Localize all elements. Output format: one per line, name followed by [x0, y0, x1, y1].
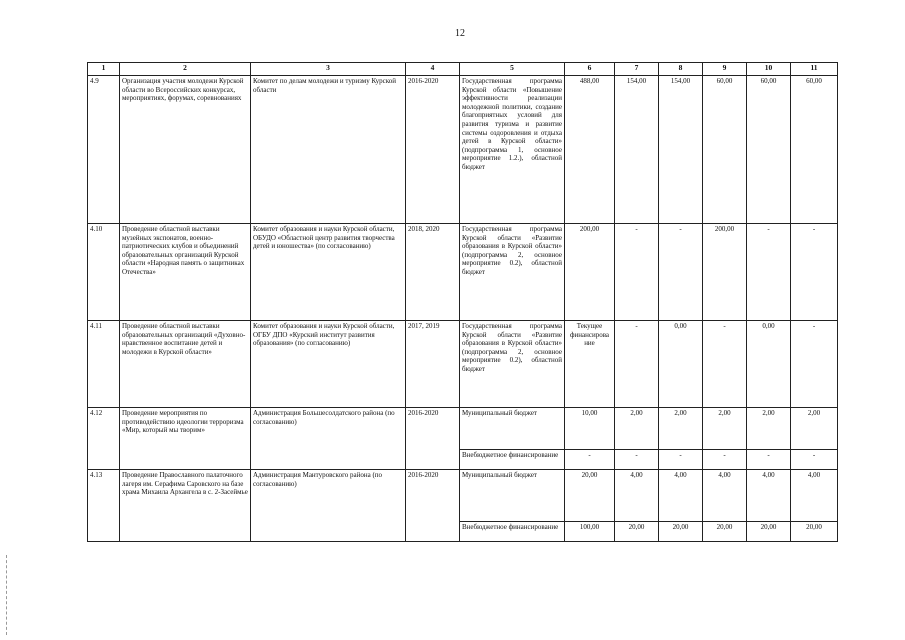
header-cell: 9 [703, 63, 747, 76]
value-cell: - [747, 450, 791, 470]
header-cell: 10 [747, 63, 791, 76]
header-cell: 8 [659, 63, 703, 76]
row-number: 4.9 [88, 76, 120, 224]
header-row [88, 63, 838, 76]
table-row [88, 224, 838, 321]
header-cell: 3 [251, 63, 406, 76]
scan-margin-mark [6, 555, 9, 635]
row-number: 4.12 [88, 408, 120, 470]
value-cell: - [747, 224, 791, 321]
table-row [88, 470, 838, 522]
executor-cell: Комитет образования и науки Курской области, ОБУДО «Областной центр развития творчества детей и юношества» (по согласованию) [251, 224, 406, 321]
table-row [88, 321, 838, 408]
measures-table [87, 62, 838, 542]
value-cell: 60,00 [703, 76, 747, 224]
header-cell: 6 [565, 63, 615, 76]
value-cell: 20,00 [791, 522, 838, 542]
value-cell: 0,00 [747, 321, 791, 408]
value-cell: 20,00 [703, 522, 747, 542]
value-cell: 200,00 [565, 224, 615, 321]
value-cell: 488,00 [565, 76, 615, 224]
header-cell: 1 [88, 63, 120, 76]
header-cell: 7 [615, 63, 659, 76]
executor-cell: Администрация Мантуровского района (по согласованию) [251, 470, 406, 542]
value-cell: 2,00 [659, 408, 703, 450]
activity-cell: Проведение Православного палаточного лагеря им. Серафима Саровского на базе храма Михаила Архангела в с. 2-Засеймье [120, 470, 251, 542]
row-number: 4.13 [88, 470, 120, 542]
activity-cell: Проведение областной выставки образовательных организаций «Духовно-нравственное воспитание детей и молодежи в Курской области» [120, 321, 251, 408]
activity-cell: Проведение областной выставки музейных экспонатов, военно-патриотических клубов и объединений образовательных организаций Курской области «Народная память о защитниках Отечества» [120, 224, 251, 321]
value-cell: Текущее финансирова ние [565, 321, 615, 408]
header-cell: 5 [460, 63, 565, 76]
value-cell: 200,00 [703, 224, 747, 321]
years-cell: 2016-2020 [406, 76, 460, 224]
source-cell: Муниципальный бюджет [460, 470, 565, 522]
executor-cell: Комитет образования и науки Курской области, ОГБУ ДПО «Курский институт развития образования» (по согласованию) [251, 321, 406, 408]
value-cell: - [659, 450, 703, 470]
value-cell: 4,00 [791, 470, 838, 522]
row-number: 4.11 [88, 321, 120, 408]
value-cell: - [615, 224, 659, 321]
table-row [88, 76, 838, 224]
value-cell: - [703, 450, 747, 470]
value-cell: 154,00 [659, 76, 703, 224]
table-row [88, 408, 838, 450]
value-cell: 154,00 [615, 76, 659, 224]
value-cell: 2,00 [703, 408, 747, 450]
source-cell: Государственная программа Курской области «Повышение эффективности реализации молодежной политики, создание благоприятных условий для развития туризма и развитие системы оздоровления и отдыха детей в Курской области» (подпрограмма 1, основное мероприятие 1.2.), областной бюджет [460, 76, 565, 224]
value-cell: 60,00 [747, 76, 791, 224]
source-cell: Государственная программа Курской области «Развитие образования в Курской области» (подпрограмма 2, основное мероприятие 0.2), областной бюджет [460, 321, 565, 408]
value-cell: 4,00 [747, 470, 791, 522]
value-cell: 20,00 [565, 470, 615, 522]
activity-cell: Проведение мероприятия по противодействию идеологии терроризма «Мир, который мы творим» [120, 408, 251, 470]
source-cell: Внебюджетное финансирование [460, 522, 565, 542]
executor-cell: Комитет по делам молодежи и туризму Курской области [251, 76, 406, 224]
executor-cell: Администрация Большесолдатского района (по согласованию) [251, 408, 406, 470]
source-cell: Внебюджетное финансирование [460, 450, 565, 470]
value-cell: 20,00 [659, 522, 703, 542]
value-cell: - [565, 450, 615, 470]
value-cell: - [615, 450, 659, 470]
value-cell: - [703, 321, 747, 408]
value-cell: - [791, 450, 838, 470]
years-cell: 2018, 2020 [406, 224, 460, 321]
value-cell: 4,00 [659, 470, 703, 522]
value-cell: 100,00 [565, 522, 615, 542]
page-number: 12 [455, 28, 465, 39]
activity-cell: Организация участия молодежи Курской области во Всероссийских конкурсах, мероприятиях, форумах, соревнованиях [120, 76, 251, 224]
years-cell: 2017, 2019 [406, 321, 460, 408]
value-cell: - [615, 321, 659, 408]
years-cell: 2016-2020 [406, 470, 460, 542]
value-cell: 2,00 [747, 408, 791, 450]
value-cell: 2,00 [791, 408, 838, 450]
value-cell: - [659, 224, 703, 321]
header-cell: 2 [120, 63, 251, 76]
value-cell: 20,00 [615, 522, 659, 542]
value-cell: 10,00 [565, 408, 615, 450]
value-cell: 2,00 [615, 408, 659, 450]
value-cell: 0,00 [659, 321, 703, 408]
value-cell: - [791, 321, 838, 408]
value-cell: 4,00 [703, 470, 747, 522]
years-cell: 2016-2020 [406, 408, 460, 470]
header-cell: 4 [406, 63, 460, 76]
source-cell: Муниципальный бюджет [460, 408, 565, 450]
value-cell: 20,00 [747, 522, 791, 542]
source-cell: Государственная программа Курской области «Развитие образования в Курской области» (подпрограмма 2, основное мероприятие 0.2), областной бюджет [460, 224, 565, 321]
row-number: 4.10 [88, 224, 120, 321]
header-cell: 11 [791, 63, 838, 76]
value-cell: 60,00 [791, 76, 838, 224]
value-cell: - [791, 224, 838, 321]
value-cell: 4,00 [615, 470, 659, 522]
